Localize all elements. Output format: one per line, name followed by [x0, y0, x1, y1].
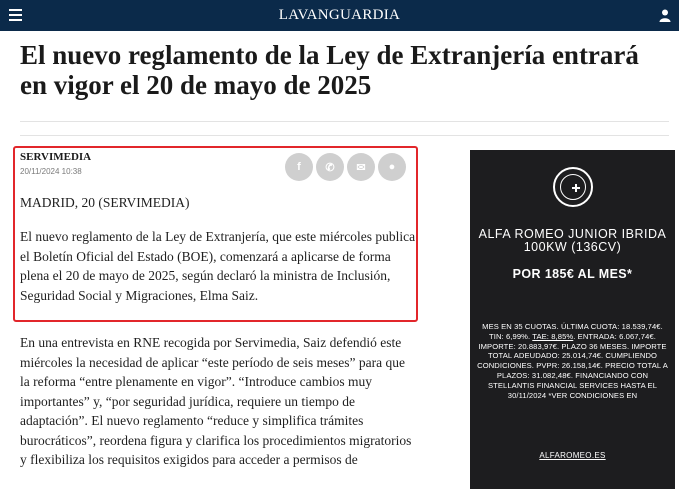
article-paragraph: En una entrevista en RNE recogida por Servimedia, Saiz defendió este miércoles la necesidad de aplicar “este período de seis meses” para que la reforma “entre plenamente en vigor”. “Introduce cambios muy importantes” y, “por seguridad jurídica, requiere un tiempo de adaptación”. El nuevo reglamento “reduce y simplifica trámites burocráticos”, reordena figura y clarifica los procedimientos migratorios y flexibiliza los requisitos exigidos para acceder a permisos de	[20, 335, 412, 467]
email-icon[interactable]: ✉	[347, 153, 375, 181]
article-agency[interactable]: SERVIMEDIA	[20, 151, 92, 163]
share-buttons	[285, 153, 406, 181]
article-headline: El nuevo reglamento de la Ley de Extranjería entrará en vigor el 20 de mayo de 2025	[20, 40, 639, 100]
advertisement-banner[interactable]	[470, 150, 675, 489]
divider	[20, 135, 669, 136]
dateline: MADRID, 20 (SERVIMEDIA)	[20, 195, 190, 210]
user-icon[interactable]	[659, 9, 671, 22]
article-timestamp: 20/11/2024 10:38	[20, 167, 82, 176]
alfa-romeo-logo-icon	[553, 167, 593, 207]
site-logo[interactable]: LAVANGUARDIA	[278, 7, 401, 23]
top-navigation-bar	[0, 0, 679, 31]
ad-model: ALFA ROMEO JUNIOR IBRIDA 100KW (136CV)	[478, 227, 667, 254]
divider	[20, 121, 669, 122]
comments-icon[interactable]: ●	[378, 153, 406, 181]
facebook-icon[interactable]: f	[285, 153, 313, 181]
whatsapp-icon[interactable]: ✆	[316, 153, 344, 181]
ad-price: POR 185€ AL MES*	[512, 267, 633, 281]
article-paragraph: El nuevo reglamento de la Ley de Extranjería, que este miércoles publica el Boletín Oficial del Estado (BOE), comenzará a aplicarse de forma plena el 20 de mayo de 2025, según declaró la ministra de Inclusión, Seguridad Social y Migraciones, Elma Saiz.	[20, 229, 416, 303]
ad-link[interactable]: ALFAROMEO.ES	[539, 451, 606, 460]
ad-fine-print: MES EN 35 CUOTAS. ÚLTIMA CUOTA: 18.539,74€. TIN: 6,99%. TAE: 8,85%. ENTRADA: 6.067,74€. IMPORTE: 20.883,97€. PLAZO 36 MESES. IMPORTE TOTAL ADEUDADO: 25.014,74€. CUMPLIENDO CONDICIONES. PVPR: 26.158,14€. PRECIO TOTAL A PLAZOS: 31.082,48€. FINANCIANDO CON STELLANTIS FINANCIAL SERVICES HASTA EL 30/11/2024 *VER CONDICIONES EN	[477, 322, 668, 400]
